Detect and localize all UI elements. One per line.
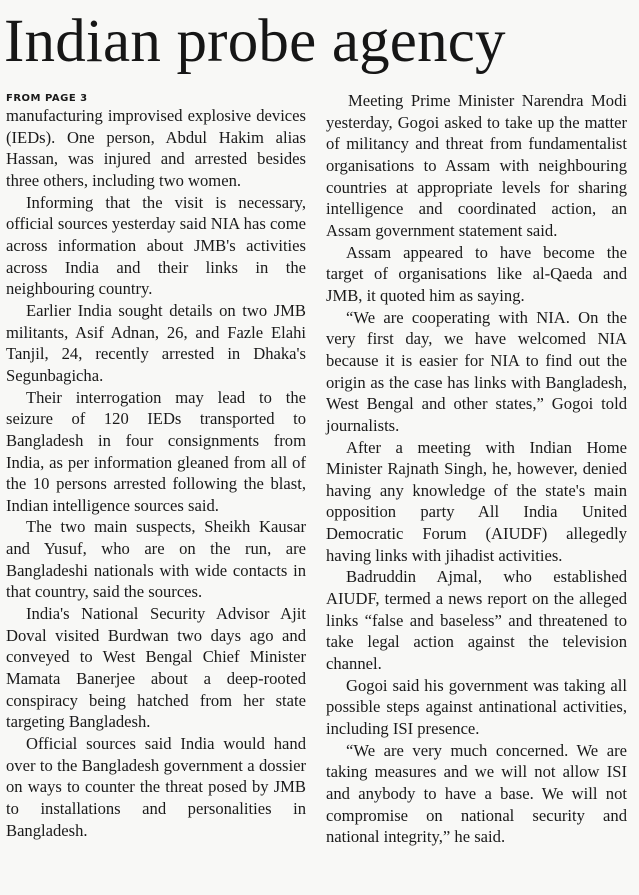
- paragraph: Earlier India sought details on two JMB militants, Asif Adnan, 26, and Fazle Elahi Tanjil, 24, recently arrested in Dhaka's Segunbagicha.: [6, 300, 306, 385]
- paragraph: Their interrogation may lead to the seizure of 120 IEDs transported to Bangladesh in four consignments from India, as per information gleaned from all of the 10 persons arrested following the blast, Indian intelligence sources said.: [6, 387, 306, 515]
- paragraph: “We are cooperating with NIA. On the very first day, we have welcomed NIA because it is easier for NIA to find out the origin as the case has links with Bangladesh, West Bengal and other states,” Gogoi told journalists.: [326, 307, 627, 435]
- continuation-kicker: FROM PAGE 3: [6, 93, 88, 104]
- paragraph: Informing that the visit is necessary, official sources yesterday said NIA has come across information about JMB's activities across India and their links in the neighbouring country.: [6, 192, 306, 299]
- paragraph: After a meeting with Indian Home Minister Rajnath Singh, he, however, denied having any knowledge of the state's main opposition party All India United Democratic Forum (AIUDF) allegedly having links with jihadist activities.: [326, 437, 627, 565]
- paragraph: Gogoi said his government was taking all possible steps against antinational activities, including ISI presence.: [326, 675, 627, 739]
- left-column: [6, 90, 306, 841]
- paragraph: manufacturing improvised explosive devices (IEDs). One person, Abdul Hakim alias Hassan, was injured and arrested besides three others, including two women.: [6, 106, 306, 190]
- paragraph: Official sources said India would hand over to the Bangladesh government a dossier on ways to counter the threat posed by JMB to installations and personalities in Bangladesh.: [6, 734, 306, 840]
- paragraph: Badruddin Ajmal, who established AIUDF, termed a news report on the alleged links “false and baseless” and threatened to take legal action against the television channel.: [326, 567, 627, 674]
- paragraph: “We are very much concerned. We are taking measures and we will not allow ISI and anybody to have a base. We will not compromise on national security and national integrity,” he said.: [326, 740, 627, 847]
- paragraph: India's National Security Advisor Ajit Doval visited Burdwan two days ago and conveyed to West Bengal Chief Minister Mamata Banerjee about a deep-rooted conspiracy being hatched from her state targeting Bangladesh.: [6, 604, 306, 732]
- paragraph: Assam appeared to have become the target of organisations like al-Qaeda and JMB, it quoted him as saying.: [326, 242, 627, 305]
- paragraph: Meeting Prime Minister Narendra Modi yesterday, Gogoi asked to take up the matter of militancy and threat from fundamentalist organisations to Assam with neighbouring countries at appropriate levels for sharing intelligence and coordinated action, an Assam government statement said.: [326, 91, 627, 240]
- headline: Indian probe agency: [4, 8, 506, 75]
- paragraph: The two main suspects, Sheikh Kausar and Yusuf, who are on the run, are Bangladeshi nationals with wide contacts in that country, said the sources.: [6, 517, 306, 602]
- right-column: [326, 90, 627, 848]
